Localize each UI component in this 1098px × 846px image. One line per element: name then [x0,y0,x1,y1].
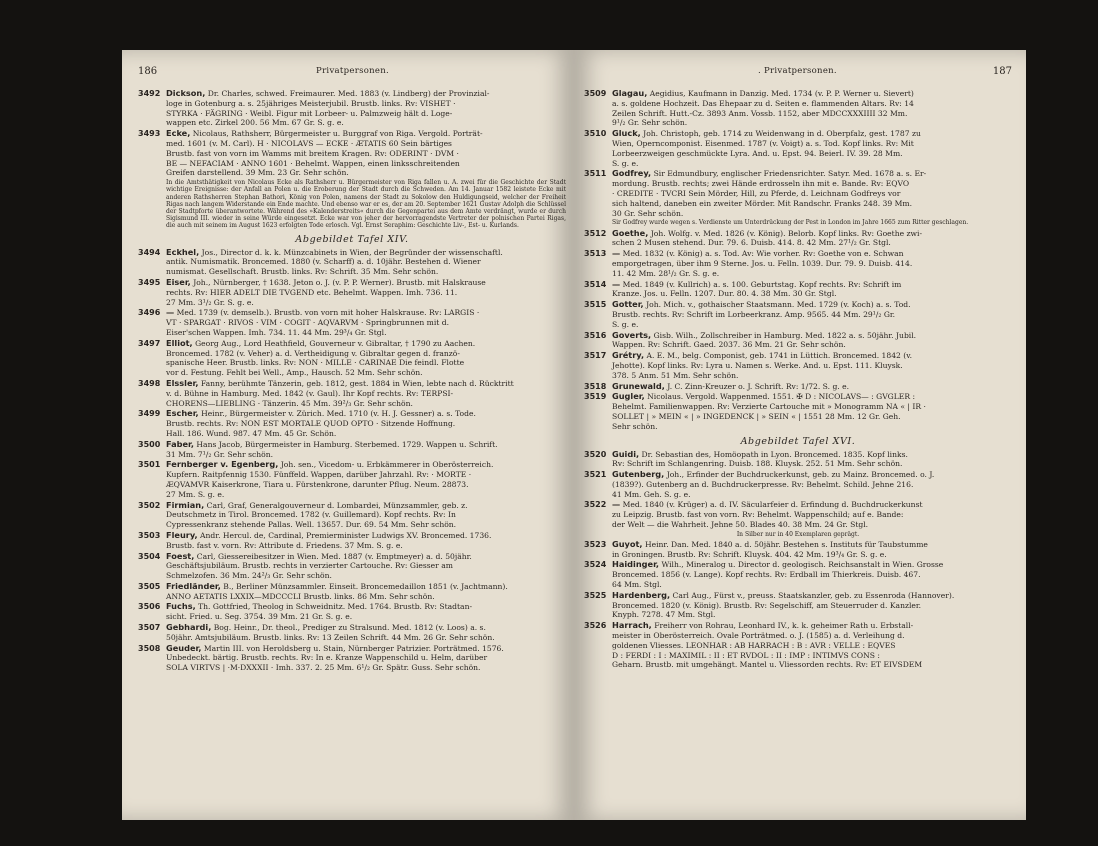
catalogue-entry [584,591,1012,620]
catalogue-entry [138,602,566,622]
right-entries-b [584,229,1012,432]
catalogue-entry [584,229,1012,249]
entry-number: 3521 [584,470,607,480]
left-entries-a [138,89,566,178]
entry-name: Ecke, [166,128,191,139]
entry-number: 3507 [138,623,161,633]
entry-text: Dr. Sebastian des, Homöopath in Lyon. Broncemed. 1835. Kopf links. Rv: Schrift im Schlangenring. Duisb. 188. Kluysk. 252. 51 Mm. Sehr schön. [612,449,908,469]
catalogue-entry [584,500,1012,529]
entry-number: 3503 [138,530,161,540]
entry-number: 3493 [138,129,161,139]
entry-text: Med. 1840 (v. Krüger) a. d. IV. Säcularfeier d. Erfindung d. Buchdruckerkunst zu Leipzig. Brustb. fast von vorn. Rv: Behelmt. Wappenschild; auf e. Bande: der Welt — die Wahrheit. Jehne 50. Blades 40. 38 Mm. 24 Gr. Stgl. [612,500,923,530]
catalogue-entry [584,560,1012,589]
catalogue-entry [584,129,1012,168]
entry-text: Dr. Charles, schwed. Freimaurer. Med. 1883 (v. Lindberg) der Provinzial- loge in Gotenburg a. s. 25jähriges Meisterjubil. Brustb. links. Rv: VISHET · STYRKA · FÄGRING · Weibl. Figur mit Lorbeer- u. Palmzweig hält d. Loge- wappen etc. Zirkel 200. 56 Mm. 67 Gr. S. g. e. [166,89,490,128]
catalogue-entry [584,540,1012,560]
plate-reference-xvi: Abgebildet Tafel XVI. [740,435,856,447]
entry-name: Elssler, [166,377,199,388]
left-page [122,50,574,820]
entry-text: Med. 1739 (v. demselb.). Brustb. von vorn mit hoher Halskrause. Rv: LARGIS · VT · SPARGAT · RIVOS · VIM · COGIT · AQVARVM · Springbrunnen mit d. Eiser'schen Wappen. Imh. 734. 11. 44 Mm. 29³/₄ Gr. Stgl. [166,308,480,337]
catalogue-entry [138,409,566,438]
entry-name: Haidinger, [612,559,660,570]
catalogue-entry [138,89,566,128]
entry-name: Gluck, [612,128,641,139]
entry-number: 3523 [584,539,607,549]
entry-text: Med. 1849 (v. Kullrich) a. s. 100. Geburtstag. Kopf rechts. Rv: Schrift im Kranze. Jos. u. Felln. 1207. Dur. 80. 4. 38 Mm. 30 Gr. Stgl. [612,279,902,299]
godfrey-footnote: Sir Godfrey wurde wegen s. Verdienste um Unterdrückung der Pest in London im Jahre 1665 zum Ritter geschlagen. [612,219,969,227]
catalogue-entry [138,440,566,460]
ecke-footnote: In die Amtsthätigkeit von Nicolaus Ecke als Rathsherr u. Bürgermeister von Riga fallen u. A. zwei für die Geschichte der Stadt wichtige Ereignisse: der Anfall an Polen u. die Eroberung der Stadt durch die Schweden. Am 14. Januar 1582 leistete Ecke mit anderen Rathsherren Stephan Bathori, König von Polen, namens der Stadt zu Sokolow den Huldigungseid, welcher der Freiheit Rigas nach langem Widerstande ein Ende machte. Und ebenso war er es, der am 20. September 1621 Gustav Adolph die Schlüssel der Stadtpforte überantwortete. Während des »Kalenderstreits« durch die Gegenpartei aus dem Amte verdrängt, wurde er durch Sigismund III. wieder in seine Würde eingesetzt. Ecke war von jeher der hervorragendste Vertreter der polnischen Partei Rigas, die auch mit seinem im August 1623 erfolgten Tode erlosch. Vgl. Ernst Seraphim: Geschichte Liv-, Est- u. Kurlands. [166,179,566,230]
entry-text: A. E. M., belg. Componist, geb. 1741 in Lüttich. Broncemed. 1842 (v. Jehotte). Kopf links. Rv: Lyra u. Namen s. Werke. And. u. Epst. 111. Kluysk. 378. 5 Anm. 51 Mm. Sehr schön. [612,351,913,380]
right-page-number: 187 [992,66,1012,77]
catalogue-entry [584,621,1012,670]
entry-name: Fuchs, [166,601,196,612]
entry-text: Carl Aug., Fürst v., preuss. Staatskanzler, geb. zu Essenroda (Hannover). Broncemed. 1820 (v. König). Brustb. Rv: Segelschiff, am Steuerruder d. Kanzler. Knyph. 7278. 47 Mm. Stgl. [612,590,955,620]
entry-name: Gugler, [612,391,645,402]
entry-text: Martin III. von Heroldsberg u. Stain, Nürnberger Patrizier. Porträtmed. 1576. Unbedeckt. bärtig. Brustb. rechts. Rv: In e. Kranze Wappenschild u. Helm, darüber SOLA VIRTVS | ·M·DXXXII · Imh. 337. 2. 25 Mm. 6¹/₂ Gr. Spätr. Guss. Sehr schön. [166,643,504,673]
entry-name: Escher, [166,408,199,419]
catalogue-entry [138,379,566,408]
entry-number: 3504 [138,551,161,561]
entry-number: 3522 [584,500,607,510]
entry-text: Bog. Heinr., Dr. theol., Prediger zu Stralsund. Med. 1812 (v. Loos) a. s. 50jähr. Amtsjubiläum. Brustb. links. Rv: 13 Zeilen Schrift. 44 Mm. 26 Gr. Sehr schön. [166,623,495,642]
entry-name: Fernberger v. Egenberg, [166,459,279,470]
entry-number: 3510 [584,129,607,139]
entry-name: Fleury, [166,529,198,540]
left-running-head: Privatpersonen. [316,66,390,76]
entry-text: Sir Edmundbury, englischer Friedensrichter. Satyr. Med. 1678 a. s. Er- mordung. Brustb. rechts; zwei Hände erdrosseln ihn mit e. Bande. Rv: EQVO · CREDITE · TVCRI Sein Mörder, Hill, zu Pferde, d. Leichnam Godfreys vor sich haltend, daneben ein zweiter Mörder. Mit Randschr. Franks 248. 39 Mm. 30 Gr. Sehr schön. [612,169,927,218]
entry-name: Guyot, [612,538,643,549]
left-page-number: 186 [138,66,158,77]
catalogue-entry [584,450,1012,470]
entry-name: Godfrey, [612,168,652,179]
entry-text: Med. 1832 (v. König) a. s. Tod. Av: Wie vorher. Rv: Goethe von e. Schwan emporgetragen, über ihm 9 Sterne. Jos. u. Felln. 1039. Dur. 79. 9. Duisb. 414. 11. 42 Mm. 28¹/₂ Gr. S. g. e. [612,249,913,278]
entry-text: Freiherr von Rohrau, Leonhard IV., k. k. geheimer Rath u. Erbstall- meister in Oberösterreich. Ovale Porträtmed. o. J. (1585) a. d. Verleihung d. goldenen Vliesses. LEONHAR : AB HARRACH : B : AVR : VELLE : EQVES D : FERDI : I : MAXIMIL : II : ET RVDOL : II : IMP : INTIMVS CONS : Geharn. Brustb. mit umgehängt. Mantel u. Vliessorden rechts. Rv: ET EIVSDEM [612,621,923,670]
entry-name: Grunewald, [612,380,665,391]
entry-name: Friedländer, [166,580,221,591]
left-page-header [138,66,566,77]
entry-text: Carl, Giessereibesitzer in Wien. Med. 1887 (v. Emptmeyer) a. d. 50jähr. Geschäftsjubiläum. Brustb. rechts in verzierter Cartouche. Rv: Giesser am Schmelzofen. 36 Mm. 24²/₃ Gr. Sehr schön. [166,551,472,581]
entry-name: Geuder, [166,642,202,653]
entry-text: Th. Gottfried, Theolog in Schweidnitz. Med. 1764. Brustb. Rv: Stadtan- sicht. Fried. u. Seg. 3754. 39 Mm. 21 Gr. S. g. e. [166,602,473,622]
entry-text: Georg Aug., Lord Heathfield, Gouverneur v. Gibraltar, † 1790 zu Aachen. Broncemed. 1782 (v. Veher) a. d. Vertheidigung v. Gibraltar gegen d. franzö- spanische Heer. Brustb. links. Rv: NON · MILLE · CARINAE Die feindl. Flotte vor d. Festung. Fehlt bei Well., Amp., Hausch. 52 Mm. Sehr schön. [166,338,476,378]
catalogue-entry [138,582,566,602]
entry-text: Joh. Wolfg. v. Med. 1826 (v. König). Belorb. Kopf links. Rv: Goethe zwi- schen 2 Musen stehend. Dur. 79. 6. Duisb. 414. 8. 42 Mm. 27¹/₂ Gr. Stgl. [612,228,923,248]
entry-name: — [612,278,621,289]
entry-name: Gotter, [612,299,644,310]
catalogue-entry [138,501,566,530]
entry-number: 3492 [138,89,161,98]
entry-name: Eiser, [166,276,191,287]
catalogue-entry [584,280,1012,300]
entry-number: 3526 [584,621,607,631]
right-entries-c [584,450,1012,530]
entry-number: 3501 [138,460,161,470]
catalogue-entry [584,331,1012,351]
catalogue-entry [138,278,566,307]
entry-text: Joh. Mich. v., gothaischer Staatsmann. Med. 1729 (v. Koch) a. s. Tod. Brustb. rechts. Rv: Schrift im Lorbeerkranz. Amp. 9565. 44 Mm. 29¹/₂ Gr. S. g. e. [612,300,911,329]
entry-name: — [612,248,621,259]
entry-text: B., Berliner Münzsammler. Einseit. Broncemedaillon 1851 (v. Jachtmann). ANNO AETATIS LXXIX—MDCCCLI Brustb. links. 86 Mm. Sehr schön. [166,581,508,601]
entry-number: 3524 [584,560,607,570]
entry-name: Gutenberg, [612,469,665,480]
entry-text: Heinr., Bürgermeister v. Zürich. Med. 1710 (v. H. J. Gessner) a. s. Tode. Brustb. rechts. Rv: NON EST MORTALE QUOD OPTO · Sitzende Hoffnung. Hall. 186. Wund. 987. 47 Mm. 45 Gr. Schön. [166,409,476,438]
catalogue-entry [584,470,1012,499]
entry-number: 3499 [138,409,161,419]
entry-name: Grétry, [612,350,645,361]
right-entries-a [584,89,1012,218]
catalogue-entry [138,460,566,499]
entry-name: Harrach, [612,620,652,631]
entry-name: Foest, [166,550,195,561]
entry-text: Joh. sen., Vicedom- u. Erbkämmerer in Oberösterreich. Kupfern. Raitpfennig 1530. Fünffeld. Wappen, darüber Jahrzahl. Rv: · MORTE · ÆQVAMVR Kaiserkrone, Tiara u. Fürstenkrone, darunter Pflug. Neum. 28873. 27 Mm. S. g. e. [166,460,494,499]
entry-number: 3515 [584,300,607,310]
entry-name: Guidi, [612,448,640,459]
catalogue-entry [584,300,1012,329]
entry-text: Joh., Nürnberger, † 1638. Jeton o. J. (v. P. P. Werner). Brustb. mit Halskrause rechts. Rv: HIER ADELT DIE TVGEND etc. Behelmt. Wappen. Imh. 736. 11. 27 Mm. 3¹/₂ Gr. S. g. e. [166,277,486,307]
entry-number: 3496 [138,308,161,318]
entry-text: Aegidius, Kaufmann in Danzig. Med. 1734 (v. P. P. Werner u. Sievert) a. s. goldene Hochzeit. Das Ehepaar zu d. Seiten e. flammenden Altars. Rv: 14 Zeilen Schrift. Hutt.-Cz. 3893 Anm. Vossb. 1152, aber MDCCXXXIIII 32 Mm. 9¹/₂ Gr. Sehr schön. [612,89,914,128]
right-running-head: . Privatpersonen. [757,66,837,76]
entry-number: 3505 [138,581,161,591]
entry-number: 3502 [138,500,161,510]
entry-name: — [612,499,621,510]
entry-number: 3516 [584,330,607,340]
catalogue-entry [138,531,566,551]
catalogue-entry [138,248,566,277]
catalogue-entry [584,169,1012,218]
entry-text: Andr. Hercul. de, Cardinal, Premierminister Ludwigs XV. Broncemed. 1736. Brustb. fast v. vorn. Rv: Attribute d. Friedens. 37 Mm. S. g. e. [166,530,492,550]
catalogue-entry [584,351,1012,380]
entry-number: 3508 [138,643,161,653]
entry-number: 3517 [584,351,607,361]
left-entries-b [138,248,566,673]
entry-number: 3512 [584,228,607,238]
catalogue-entry [138,644,566,673]
entry-number: 3498 [138,378,161,388]
entry-number: 3513 [584,249,607,259]
entry-number: 3525 [584,590,607,600]
entry-name: Gebhardi, [166,622,212,633]
entry-text: Joh., Erfinder der Buchdruckerkunst, geb. zu Mainz. Broncemed. o. J. (1839?). Gutenberg an d. Buchdruckerpresse. Rv: Behelmt. Schild. Jehne 216. 41 Mm. Geh. S. g. e. [612,470,935,499]
catalogue-entry [584,382,1012,392]
entry-number: 3494 [138,247,161,257]
entry-text: Heinr. Dan. Med. 1840 a. d. 50jähr. Bestehen s. Instituts für Taubstumme in Groningen. Brustb. Rv: Schrift. Kluysk. 404. 42 Mm. 19³/₄ Gr. S. g. e. [612,539,928,559]
entry-text: Nicolaus, Rathsherr, Bürgermeister u. Burggraf von Riga. Vergold. Porträt- med. 1601 (v. M. Carl). H · NICOLAVS — ECKE · ÆTATIS 60 Sein bärtiges Brustb. fast von vorn im Wamms mit breitem Kragen. Rv: ODERINT · DVM · BE — NEFACIAM · ANNO 1601 · Behelmt. Wappen, einen linksschreitenden Greifen darstellend. 39 Mm. 23 Gr. Sehr schön. [166,129,483,178]
catalogue-entry [584,392,1012,431]
catalogue-entry [584,89,1012,128]
entry-text: Nicolaus. Vergold. Wappenmed. 1551. ✠ D : NICOLAVS— : GVGLER : Behelmt. Familienwappen. Rv: Verzierte Cartouche mit » Monogramm NA « | IR · SOLLET | » MEIN « | » INGEDENCK | » SEIN « | 1551 28 Mm. 12 Gr. Geh. Sehr schön. [612,392,926,431]
entry-number: 3506 [138,602,161,612]
right-entries-d [584,540,1012,670]
entry-name: — [166,307,175,318]
catalogue-entry [138,552,566,581]
entry-number: 3495 [138,277,161,287]
entry-text: Carl, Graf, Generalgouverneur d. Lombardei, Münzsammler, geb. z. Deutschmetz in Tirol. Broncemed. 1782 (v. Guillemard). Kopf rechts. Rv: In Cypressenkranz stehende Pallas. Well. 13657. Dur. 69. 54 Mm. Sehr schön. [166,500,468,530]
entry-name: Hardenberg, [612,589,671,600]
entry-name: Faber, [166,438,194,449]
catalogue-entry [138,339,566,378]
entry-text: Wilh., Mineralog u. Director d. geologisch. Reichsanstalt in Wien. Grosse Broncemed. 1856 (v. Lange). Kopf rechts. Rv: Erdball im Thierkreis. Duisb. 467. 64 Mm. Stgl. [612,560,944,590]
entry-number: 3511 [584,169,607,179]
entry-number: 3518 [584,381,607,391]
entry-name: Elliot, [166,337,193,348]
entry-number: 3509 [584,89,607,98]
entry-number: 3519 [584,392,607,402]
entry-text: Fanny, berühmte Tänzerin, geb. 1812, gest. 1884 in Wien, lebte nach d. Rücktritt v. d. Bühne in Hamburg. Med. 1842 (v. Gaul). Ihr Kopf rechts. Rv: TERPSI- CHORENS—LIEBLING · Tänzerin. 45 Mm. 39²/₃ Gr. Sehr schön. [166,378,514,408]
entry-number: 3514 [584,279,607,289]
entry-name: Goverts, [612,329,652,340]
entry-text: J. C. Zinn-Kreuzer o. J. Schrift. Rv: 1/72. S. g. e. [664,381,850,391]
entry-name: Firmian, [166,499,205,510]
silver-note: In Silber nur in 40 Exemplaren geprägt. [736,530,860,538]
catalogue-entry [138,623,566,643]
entry-number: 3497 [138,338,161,348]
entry-text: Jos., Director d. k. k. Münzcabinets in Wien, der Begründer der wissenschaftl. antik. Numismatik. Broncemed. 1880 (v. Scharff) a. d. 10jähr. Bestehen d. Wiener numismat. Gesellschaft. Brustb. links. Rv: Schrift. 35 Mm. Sehr schön. [166,247,503,277]
right-page-header [584,66,1012,77]
entry-text: Gisb. Wilh., Zollschreiber in Hamburg. Med. 1822 a. s. 50jähr. Jubil. Wappen. Rv: Schrift. Gaed. 2037. 36 Mm. 21 Gr. Sehr schön. [612,330,917,350]
entry-number: 3520 [584,449,607,459]
entry-number: 3500 [138,439,161,449]
entry-text: Joh. Christoph, geb. 1714 zu Weidenwang in d. Oberpfalz, gest. 1787 zu Wien, Operncomponist. Eisenmed. 1787 (v. Voigt) a. s. Tod. Kopf links. Rv: Mit Lorbeerzweigen geschmückte Lyra. And. u. Epst. 94. Beierl. IV. 39. 28 Mm. S. g. e. [612,129,921,168]
entry-name: Glagau, [612,88,648,98]
plate-reference-xiv: Abgebildet Tafel XIV. [295,233,409,245]
entry-name: Dickson, [166,88,206,98]
entry-text: Hans Jacob, Bürgermeister in Hamburg. Sterbemed. 1729. Wappen u. Schrift. 31 Mm. 7¹/₂ Gr. Sehr schön. [166,439,498,459]
entry-name: Eckhel, [166,246,200,257]
right-page [574,50,1026,820]
catalogue-entry [138,129,566,178]
catalogue-entry [584,249,1012,278]
entry-name: Goethe, [612,227,649,238]
catalogue-entry [138,308,566,337]
